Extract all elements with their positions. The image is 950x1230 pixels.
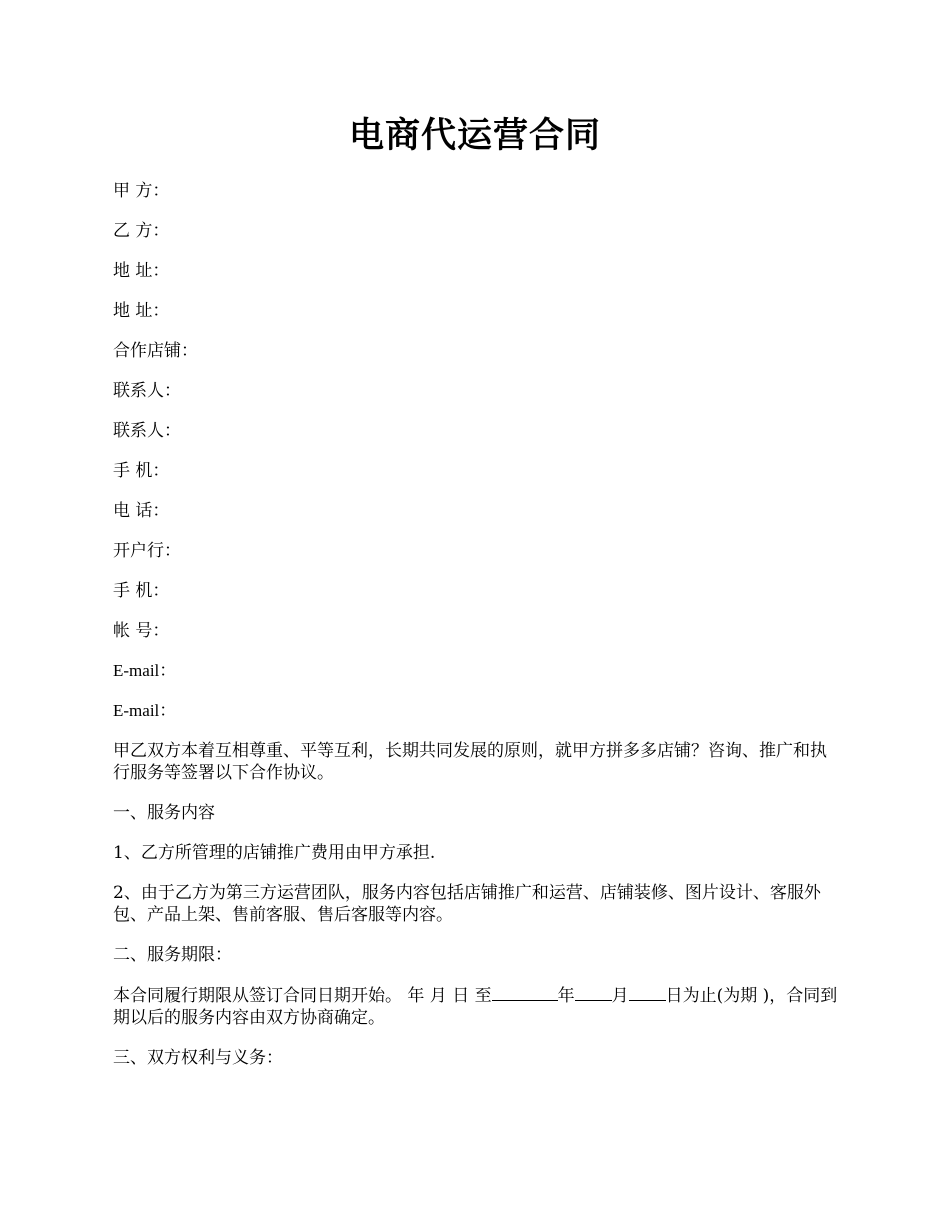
section-2-heading: 二、服务期限：: [113, 945, 232, 965]
store-field: 合作店铺：: [113, 341, 198, 361]
term-paragraph: [113, 984, 841, 1029]
year-blank: [492, 984, 558, 1001]
party-b-field: 乙 方：: [113, 221, 170, 241]
term-text-3: 月: [611, 986, 629, 1006]
month-blank: [575, 984, 612, 1001]
day-blank: [629, 984, 666, 1001]
term-text-1: 本合同履行期限从签订合同日期开始。 年 月 日 至: [113, 986, 492, 1006]
address-field-b: 地 址：: [113, 301, 170, 321]
intro-paragraph: 甲乙双方本着互相尊重、平等互利，长期共同发展的原则，就甲方拼多多店铺？咨询、推广和执行服务等签署以下合作协议。: [113, 741, 827, 783]
phone-field: 电 话：: [113, 501, 170, 521]
contact-field-b: 联系人：: [113, 421, 181, 441]
email-field-b: E-mail：: [113, 701, 177, 720]
document-body: [113, 180, 841, 1087]
party-a-field: 甲 方：: [113, 181, 170, 201]
section-1-item-1: 1、乙方所管理的店铺推广费用由甲方承担.: [113, 843, 436, 863]
account-field: 帐 号：: [113, 621, 170, 641]
address-field-a: 地 址：: [113, 261, 170, 281]
term-text-2: 年: [557, 986, 575, 1006]
document-title: 电商代运营合同: [348, 115, 601, 156]
section-3-heading: 三、双方权利与义务：: [113, 1048, 283, 1068]
mobile-field-b: 手 机：: [113, 581, 170, 601]
section-1-heading: 一、服务内容: [113, 803, 215, 823]
mobile-field-a: 手 机：: [113, 461, 170, 481]
email-field-a: E-mail：: [113, 661, 177, 680]
bank-field: 开户行：: [113, 541, 181, 561]
section-1-item-2: 2、由于乙方为第三方运营团队，服务内容包括店铺推广和运营、店铺装修、图片设计、客服外包、产品上架、售前客服、售后客服等内容。: [113, 883, 821, 925]
term-text-4: 日为止(为期 )，合同到期以后的服务内容由双方协商确定。: [113, 986, 838, 1028]
contact-field-a: 联系人：: [113, 381, 181, 401]
